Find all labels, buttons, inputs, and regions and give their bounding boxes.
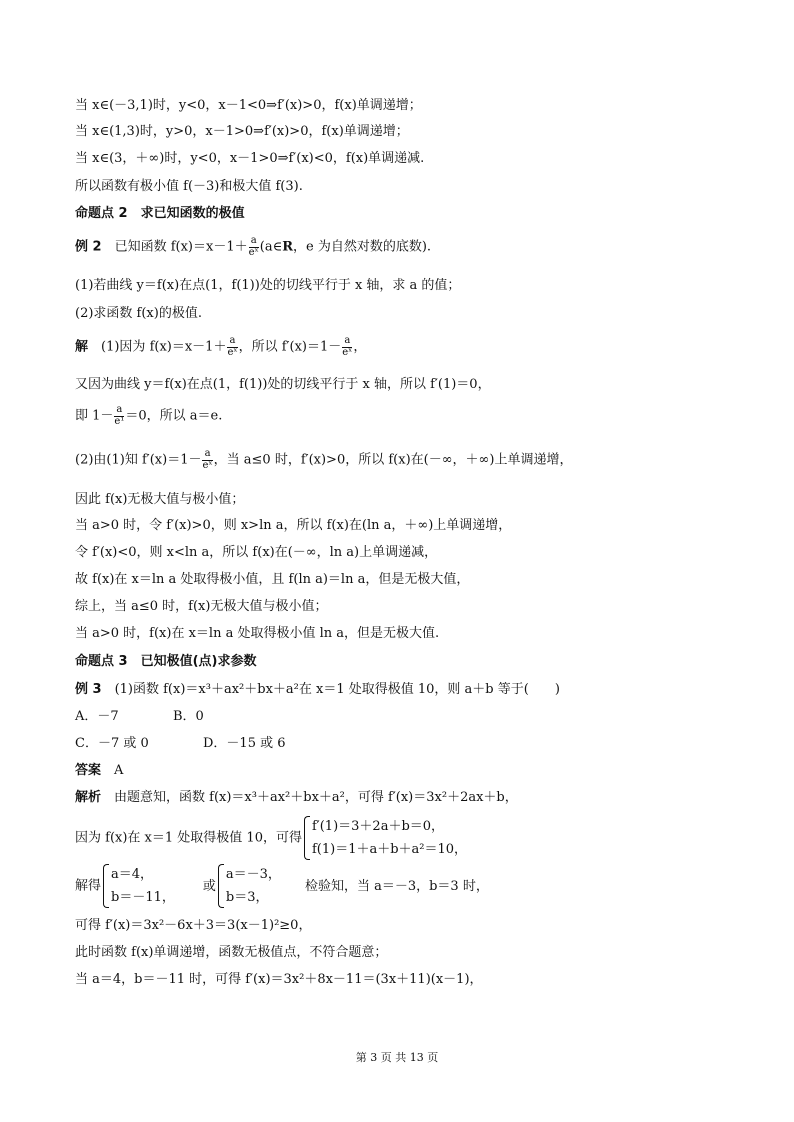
solution-line: 解 (1)因为 f(x)＝x－1＋ $\frac{a}{\text{eˣ}}$ ，所以 f′(x)＝1－ $\frac{a}{\text{eˣ}}$ ， [75,335,367,358]
equation-system: a＝4， b＝－11， [101,863,175,909]
answer-value: A [101,763,124,778]
fraction: $\frac{a}{\text{e¹}}$ [114,404,125,427]
options-row [75,737,754,751]
text-line: 当 x∈(1,3)时，y>0，x－1>0⇒f′(x)>0，f(x)单调递增； [75,124,409,139]
option-b: B．0 [173,709,204,724]
text-line: 又因为曲线 y＝f(x)在点(1，f(1))处的切线平行于 x 轴，所以 f′(1)＝0， [75,377,491,392]
section-heading-3: 命题点 3 已知极值(点)求参数 [75,654,257,669]
text-line: 当 a＝4，b＝－11 时，可得 f′(x)＝3x²＋8x－11＝(3x＋11)(x－1)， [75,972,483,987]
text-line: 当 a>0 时，令 f′(x)>0，则 x>ln a，所以 f(x)在(ln a，＋∞)上单调递增， [75,518,512,533]
text-line: 因为 f(x)在 x＝1 处取得极值 10，可得 f′(1)＝3＋2a＋b＝0， f(1)＝1＋a＋b＋a²＝10， [75,815,754,861]
answer-label: 答案 [75,763,102,778]
text-line: 即 1－ $\frac{a}{\text{e¹}}$ ＝0，所以 a＝e. [75,404,223,427]
fraction: $\frac{a}{\text{eˣ}}$ [248,235,259,258]
fraction: $\frac{a}{\text{eˣ}}$ [342,335,353,358]
example-label: 例 3 [75,682,102,697]
equation-system: a＝－3， b＝3， [216,863,281,909]
options-row [75,710,754,724]
text-line: 可得 f′(x)＝3x²－6x＋3＝3(x－1)²≥0， [75,918,312,933]
example-label: 例 2 [75,239,102,255]
page-footer: 第 3 页 共 13 页 [355,1051,439,1064]
example-3-statement: 例 3 (1)函数 f(x)＝x³＋ax²＋bx＋a²在 x＝1 处取得极值 10，则 a＋b 等于( ) [75,682,560,697]
text-line: 当 a>0 时，f(x)在 x＝ln a 处取得极小值 ln a，但是无极大值. [75,626,440,641]
text-line: 令 f′(x)<0，则 x<ln a，所以 f(x)在(－∞，ln a)上单调递减， [75,545,438,560]
text-line: 故 f(x)在 x＝ln a 处取得极小值，且 f(ln a)＝ln a，但是无极大值， [75,572,470,587]
text-line: 此时函数 f(x)单调递增，函数无极值点，不符合题意； [75,945,388,960]
text-line: 因此 f(x)无极大值与极小值； [75,492,245,507]
text-line: 综上，当 a≤0 时，f(x)无极大值与极小值； [75,599,328,614]
question-2: (2)求函数 f(x)的极值. [75,306,202,321]
text-line: 当 x∈(－3,1)时，y<0，x－1<0⇒f′(x)>0，f(x)单调递增； [75,98,422,113]
solution-label: 解 [75,339,89,355]
text-line: 当 x∈(3，＋∞)时，y<0，x－1>0⇒f′(x)<0，f(x)单调递减. [75,151,425,166]
option-c: C．－7 或 0 [75,736,149,751]
fraction: $\frac{a}{\text{eˣ}}$ [202,448,213,471]
option-a: A．－7 [75,709,119,724]
example-2-statement: 例 2 已知函数 f(x)＝x－1＋ $\frac{a}{\text{eˣ}}$ (a∈R，e 为自然对数的底数). [75,235,432,258]
text-line: 所以函数有极小值 f(－3)和极大值 f(3). [75,179,303,194]
section-heading-2: 命题点 2 求已知函数的极值 [75,206,245,221]
answer-line [75,764,754,778]
question-1: (1)若曲线 y＝f(x)在点(1，f(1))处的切线平行于 x 轴，求 a 的值； [75,278,461,293]
text-line: 解得 a＝4， b＝－11， 或 a＝－3， b＝3， 检验知，当 a＝－3，b＝3 时， [75,863,754,909]
analysis-line: 解析 由题意知，函数 f(x)＝x³＋ax²＋bx＋a²，可得 f′(x)＝3x²＋2ax＋b， [75,790,518,805]
equation-system: f′(1)＝3＋2a＋b＝0， f(1)＝1＋a＋b＋a²＝10， [302,815,467,861]
text-line: (2)由(1)知 f′(x)＝1－ $\frac{a}{\text{eˣ}}$ ，当 a≤0 时，f′(x)>0，所以 f(x)在(－∞，＋∞)上单调递增， [75,448,573,471]
fraction: $\frac{a}{\text{eˣ}}$ [227,335,238,358]
analysis-label: 解析 [75,790,102,805]
option-d: D．－15 或 6 [203,736,286,751]
